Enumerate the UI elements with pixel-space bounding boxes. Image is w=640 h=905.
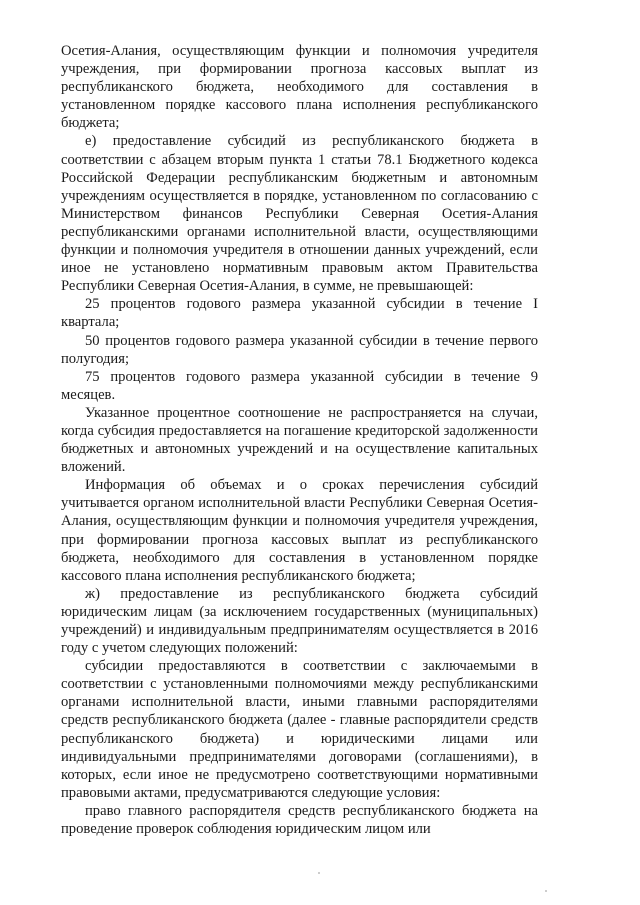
document-body (61, 42, 538, 838)
paragraph-half-year-limit: 50 процентов годового размера указанной субсидии в течение первого полугодия; (61, 332, 538, 367)
scan-speck (318, 872, 320, 874)
paragraph-nine-month-limit: 75 процентов годового размера указанной субсидии в течение 9 месяцев. (61, 368, 538, 403)
paragraph-item-zh: ж) предоставление из республиканского бюджета субсидий юридическим лицам (за исключением государственных (муниципальных) учреждений) и индивидуальным предпринимателям осуществляется в 2016 году с учетом следующих положений: (61, 585, 538, 657)
scan-speck (545, 890, 547, 892)
paragraph-continuation: Осетия-Алания, осуществляющим функции и полномочия учредителя учреждения, при формировании прогноза кассовых выплат из республиканского бюджета, необходимого для составления в установленном порядке кассового плана исполнения республиканского бюджета; (61, 43, 538, 132)
paragraph-subsidies-conditions: субсидии предоставляются в соответствии с заключаемыми в соответствии с установленными полномочиями между республиканскими органами исполнительной власти, иными главными распорядителями средств республиканского бюджета (далее - главные распорядители средств республиканского бюджета) и юридическими лицами или индивидуальными предпринимателями договорами (соглашениями), в которых, если иное не предусмотрено соответствующими нормативными правовыми актами, предусматриваются следующие условия: (61, 658, 538, 801)
paragraph-quarter-limit: 25 процентов годового размера указанной субсидии в течение I квартала; (61, 296, 538, 331)
paragraph-information: Информация об объемах и о сроках перечисления субсидий учитывается органом исполнительной власти Республики Северная Осетия-Алания, осуществляющим функции и полномочия учредителя учреждения, при формировании прогноза кассовых выплат из республиканского бюджета, необходимого для составления в установленном порядке кассового плана исполнения республиканского бюджета; (61, 477, 538, 584)
paragraph-item-e: е) предоставление субсидий из республиканского бюджета в соответствии с абзацем вторым пункта 1 статьи 78.1 Бюджетного кодекса Российской Федерации республиканским бюджетным и автономным учреждениям осуществляется в порядке, установленном по согласованию с Министерством финансов Республики Северная Осетия-Алания республиканскими органами исполнительной власти, осуществляющими функции и полномочия учредителя в отношении данных учреждений, если иное не установлено нормативным правовым актом Правительства Республики Северная Осетия-Алания, в сумме, не превышающей: (61, 133, 538, 295)
paragraph-inspection-right: право главного распорядителя средств республиканского бюджета на проведение проверок соблюдения юридическим лицом или (61, 802, 538, 838)
paragraph-exception: Указанное процентное соотношение не распространяется на случаи, когда субсидия предоставляется на погашение кредиторской задолженности бюджетных и автономных учреждений и на осуществление капитальных вложений. (61, 404, 538, 476)
